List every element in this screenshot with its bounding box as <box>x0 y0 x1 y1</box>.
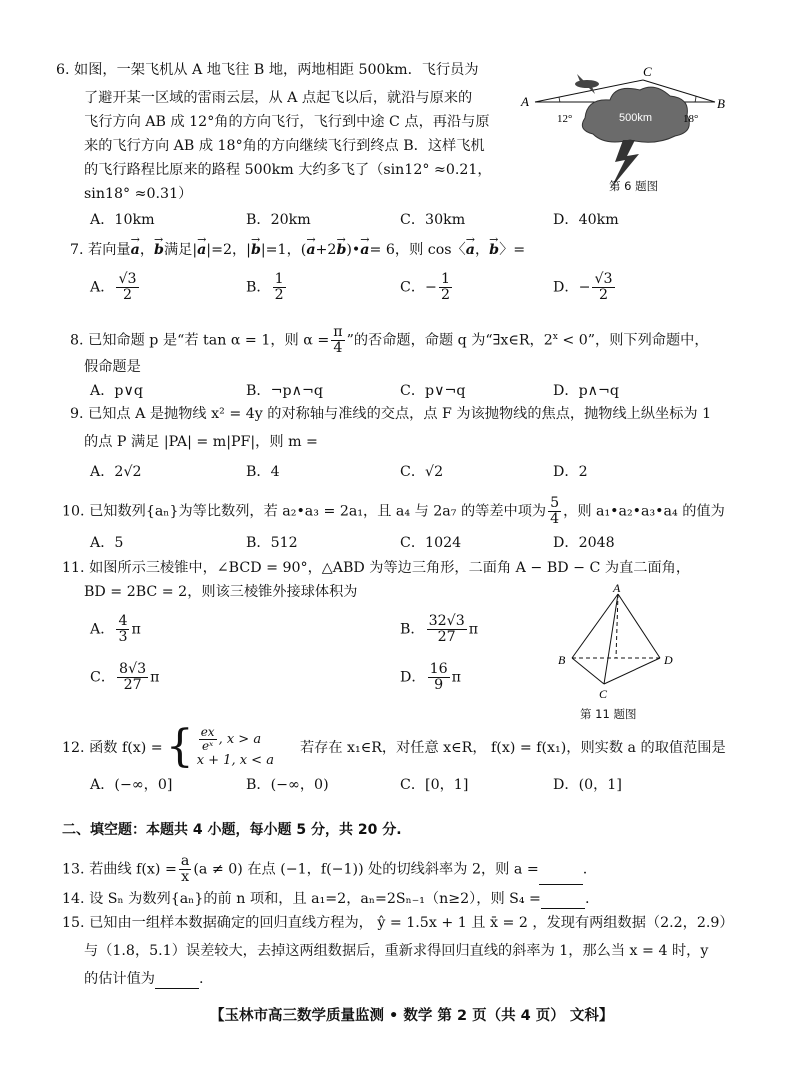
q11-option-c: C． $\frac{8√3}{27}$ π <box>90 661 160 693</box>
q6-option-a: A．10km <box>90 212 155 228</box>
vector-b-3: → b <box>336 242 346 258</box>
vector-b-4: → b <box>489 242 499 258</box>
edge-bc <box>572 658 604 684</box>
q10-option-a: A．5 <box>90 535 124 551</box>
figure-11-tetrahedron <box>552 582 692 702</box>
vector-a-5: → a <box>466 242 475 258</box>
q10-option-d: D．2048 <box>553 535 615 551</box>
q7-prefix: 7. 若向量 <box>70 242 131 258</box>
label-b: B <box>717 96 725 111</box>
q7-text-9: 〉= <box>499 242 526 258</box>
vertex-c: C <box>599 687 608 701</box>
question-10-line-1: 10. 已知数列{aₙ}为等比数列，若 a₂•a₃ = 2a₁，且 a₄ 与 2a₇ 的等差中项为 $\frac{5}{4}$ ，则 a₁•a₂•a₃•a₄ 的值为 <box>62 495 725 527</box>
q12-option-a: A．(−∞，0] <box>90 777 173 793</box>
cloud-label: 500km <box>619 112 653 124</box>
vector-a-3: → a <box>306 242 315 258</box>
q7-text-7: = 6，则 cos〈 <box>369 242 466 258</box>
q6-line-2: 了避开某一区域的雷雨云层，从 A 点起飞以后，就沿与原来的 <box>84 90 473 106</box>
q6-line-1: 6. 如图，一架飞机从 A 地飞往 B 地，两地相距 500km．飞行员为 <box>56 62 479 78</box>
q6-option-d: D．40km <box>553 212 619 228</box>
vector-a: → a <box>131 242 140 258</box>
question-8-line-2: 假命题是 <box>84 359 141 375</box>
brace-icon: { <box>165 721 194 772</box>
q9-option-a: A．2√2 <box>90 464 142 480</box>
question-11-line-2: BD = 2BC = 2，则该三棱锥外接球体积为 <box>84 584 358 600</box>
question-15-line-3: 的估计值为 . <box>84 971 204 987</box>
vertex-a: A <box>613 582 621 595</box>
q7-sep: ， <box>139 242 155 258</box>
q6-option-b: B．20km <box>246 212 311 228</box>
q7-text-8: ， <box>474 242 490 258</box>
q7-option-c: C．− $\frac{1}{2}$ <box>400 271 450 303</box>
edge-ac <box>604 594 618 684</box>
vector-b-2: → b <box>251 242 261 258</box>
q12-option-b: B．(−∞，0) <box>246 777 329 793</box>
question-15-line-1: 15. 已知由一组样本数据确定的回归直线方程为， ŷ = 1.5x + 1 且 x̄ = 2 ，发现有两组数据（2.2，2.9） <box>62 915 734 931</box>
q6-line-4: 来的飞行方向 AB 成 18°角的方向继续飞行到终点 B．这样飞机 <box>84 138 485 154</box>
question-9-line-1: 9. 已知点 A 是抛物线 x² = 4y 的对称轴与准线的交点，点 F 为该抛物线的焦点，抛物线上纵坐标为 1 <box>70 406 712 422</box>
vertex-d: D <box>664 653 673 667</box>
question-11-line-1: 11. 如图所示三棱锥中，∠BCD = 90°，△ABD 为等边三角形，二面角 A − BD − C 为直二面角， <box>62 560 691 576</box>
q12-option-c: C．[0，1] <box>400 777 469 793</box>
question-14: 14. 设 Sₙ 为数列{aₙ}的前 n 项和，且 a₁=2，aₙ=2Sₙ₋₁（n≥2），则 S₄ = . <box>62 891 590 907</box>
question-7-stem <box>70 240 525 260</box>
question-9-line-2: 的点 P 满足 |PA| = m|PF|，则 m = <box>84 434 318 450</box>
q7-text-6: )• <box>346 242 361 258</box>
q11-option-b: B． $\frac{32√3}{27}$ π <box>400 613 479 645</box>
q7-text-2: 满足| <box>163 242 198 258</box>
figure-11-caption: 第 11 题图 <box>580 707 637 721</box>
q8-option-b: B．¬p∧¬q <box>246 383 323 399</box>
q11-option-d: D． $\frac{16}{9}$ π <box>400 661 461 693</box>
q14-answer-blank[interactable] <box>541 894 585 909</box>
q8-option-d: D．p∧¬q <box>553 383 619 399</box>
edge-ab <box>572 594 618 658</box>
vector-a-4: → a <box>360 242 369 258</box>
q7-option-d: D．− $\frac{√3}{2}$ <box>553 271 613 303</box>
vector-a-2: → a <box>197 242 206 258</box>
question-15-line-2: 与（1.8，5.1）误差较大，去掉这两组数据后，重新求得回归直线的斜率为 1，那么当 x = 4 时，y <box>84 943 709 959</box>
vector-b: → b <box>154 242 164 258</box>
question-12-stem <box>62 722 726 772</box>
q12-option-d: D．(0，1] <box>553 777 622 793</box>
q9-option-d: D．2 <box>553 464 588 480</box>
label-a: A <box>521 94 529 109</box>
question-13: 13. 若曲线 f(x) = $\frac{a}{x}$ (a ≠ 0) 在点 (−1，f(−1)) 处的切线斜率为 2，则 a = . <box>62 853 588 885</box>
q7-option-a: A． $\frac{√3}{2}$ <box>90 271 137 303</box>
q15-answer-blank[interactable] <box>155 974 199 989</box>
edge-cd <box>604 658 660 684</box>
q6-option-c: C．30km <box>400 212 466 228</box>
q9-option-c: C．√2 <box>400 464 444 480</box>
q7-text-3: |=2，| <box>206 242 251 258</box>
q8-option-c: C．p∨¬q <box>400 383 466 399</box>
q6-line-6: sin18° ≈0.31） <box>84 186 193 202</box>
q12-rest: 若存在 x₁∈R，对任意 x∈R， f(x) = f(x₁)，则实数 a 的取值范围是 <box>299 740 726 756</box>
q7-text-4: |=1，( <box>260 242 307 258</box>
question-8-line-1: 8. 已知命题 p 是“若 tan α = 1，则 α = $\frac{\pi}{4}$ ”的否命题，命题 q 为“∃x∈R，$2^x < 0$”，则下列命题中， <box>70 324 709 356</box>
q8-option-a: A．p∨q <box>90 383 143 399</box>
piecewise-cases: $\frac{ex}{\text{eˣ}}$ , x > a x + 1, x < a <box>196 725 274 768</box>
q6-line-3: 飞行方向 AB 成 12°角的方向飞行，飞行到中途 C 点，再沿与原 <box>84 114 490 130</box>
q10-option-b: B．512 <box>246 535 298 551</box>
edge-ad <box>618 594 660 658</box>
figure-6-caption: 第 6 题图 <box>609 179 659 193</box>
q6-line-5: 的飞行路程比原来的路程 500km 大约多飞了（sin12° ≈0.21， <box>84 162 492 178</box>
section-2-heading: 二、填空题：本题共 4 小题，每小题 5 分，共 20 分. <box>62 822 402 838</box>
vertex-b: B <box>558 653 566 667</box>
label-c: C <box>643 64 652 79</box>
angle-18-label: 18° <box>683 113 699 125</box>
q11-option-a: A． $\frac{4}{3}$ π <box>90 613 141 645</box>
q12-prefix: 12. 函数 f(x) = <box>62 740 163 756</box>
angle-12-label: 12° <box>557 113 573 125</box>
page-footer: 【玉林市高三数学质量监测 • 数学 第 2 页（共 4 页） 文科】 <box>210 1008 614 1024</box>
q13-answer-blank[interactable] <box>539 870 583 885</box>
q9-option-b: B．4 <box>246 464 280 480</box>
q7-text-5: +2 <box>315 242 337 258</box>
q7-option-b: B． $\frac{1}{2}$ <box>246 271 284 303</box>
q10-option-c: C．1024 <box>400 535 462 551</box>
